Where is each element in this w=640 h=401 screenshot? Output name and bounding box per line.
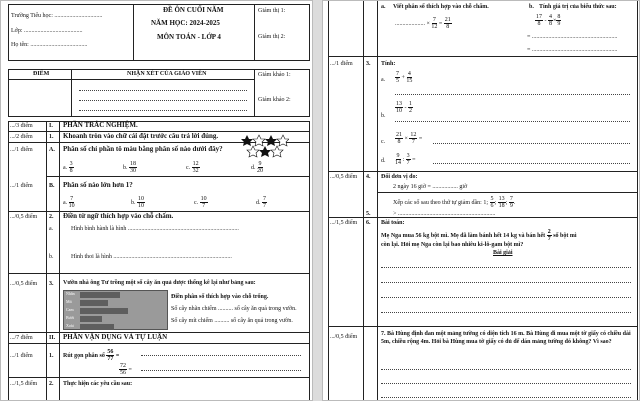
margin-part2: .../7 điểm (10, 335, 33, 341)
q3-line-2[interactable]: Số cây mít chiếm .......... số cây ăn quả trong vườn. (171, 318, 293, 324)
r-q7-text: 7. Bà Hùng định đan một mảng tường có diện tích 16 m. Bà Hùng đi mua một tờ giấy có chiều dài 5m, chiều rộng 4m. Hỏi bà Hùng mua tờ giấy có đủ để dán mảng tường đó không? Vì sao? (381, 331, 631, 345)
margin-q1: .../2 điểm (10, 134, 33, 140)
r-q4-conversion[interactable]: 2 ngày 16 giờ = ................. giờ (393, 184, 468, 190)
r-q6-question: còn lại. Hỏi mẹ Nga còn lại bao nhiêu ki-lô-gam bột mì? (381, 242, 524, 248)
qa-text: Phân số chỉ phần tô màu bằng phân số nào dưới đây? (63, 145, 223, 153)
q5-text: Thực hiện các yêu cầu sau: (63, 381, 133, 387)
qa-option-c[interactable]: c. $\frac{12}{32}$ (186, 161, 199, 174)
q3-line-1[interactable]: Số cây nhãn chiếm .......... số cây ăn quả trong vườn. (171, 306, 297, 312)
name-label: Họ tên: (11, 42, 29, 48)
q2-text: Điền từ ngữ thích hợp vào chỗ chấm. (63, 212, 174, 220)
margin-q5: .../1,5 điểm (10, 381, 38, 387)
school-year: NĂM HỌC: 2024-2025 (151, 19, 220, 27)
exam-title: ĐỀ ÔN CUỐI NĂM (163, 6, 224, 14)
q4-fraction-2: $\frac{72}{56}$ = (120, 363, 132, 376)
calc-c: c. (381, 139, 386, 145)
calc-d: d. (381, 158, 386, 164)
part2-title: PHẦN VẬN DỤNG VÀ TỰ LUẬN (63, 333, 168, 341)
qb-text: Phân số nào lớn hơn 1? (63, 181, 133, 189)
margin-part1: .../3 điểm (10, 123, 33, 129)
r-q5-order: Xếp các số sau theo thứ tự giảm dần: 1; $\frac{5}{6}$ ; $\frac{13}{18}$ ; $\frac{7}{9}$ . (393, 196, 516, 209)
r-q4-text: Đổi đơn vị đo: (381, 174, 418, 180)
part1-title: PHẦN TRẮC NGHIỆM. (63, 121, 138, 129)
b-text: Tính giá trị của biểu thức sau: (539, 4, 617, 10)
examiner-1: Giám khảo 1: (258, 72, 291, 78)
margin-qa: .../1 điểm (10, 147, 33, 153)
school-label: Trường Tiểu học: (11, 13, 53, 19)
class-label: Lớp: (11, 28, 23, 34)
margin-q2: .../0,5 điểm (10, 214, 38, 220)
qb-option-d[interactable]: d. $\frac{7}{7}$ (256, 196, 266, 209)
margin-q3: .../0,5 điểm (10, 281, 38, 287)
qb-option-b[interactable]: b. $\frac{10}{10}$ (131, 196, 144, 209)
q1-text: Khoanh tròn vào chữ cái đặt trước câu trả lời đúng. (63, 132, 219, 140)
right-page: a. Viết phân số thích hợp vào chỗ chấm. b. Tính giá trị của biểu thức sau: .................... × $\frac{7}{12}$ = $\frac{21}{8}$ $\frac{17}{8}$ - $\frac{4}{8}$ × $\frac{8}{9}$ = ......................................................... = ......................................................... .../1 điểm 3. Tính: a. $\frac{7}{5}$ + $\frac{4}{15}$ b. $\frac{13}{10}$ - $\frac{1}{2}$ c. $\frac{21}{8}$ × $\frac{12}{7}$ = d. $\frac{9}{14}$ : $\frac{3}{7}$ = .../0,5 điểm 4. Đổi đơn vị đo: 2 ngày 16 giờ = ................. giờ Xếp các số sau theo thứ tự giảm dần: 1; $\frac{5}{6}$ ; $\frac{13}{18}$ ; $\frac{7}{9}$ . 5. > ................................................................. .../1,5 điểm 6. Bài toán: Mẹ Nga mua 56 kg bột mì. Mẹ đã làm bánh hết 14 kg và bán hết $\frac{2}{7}$ số bột mì còn lại. Hỏi mẹ Nga còn lại bao nhiêu ki-lô-gam bột mì? Bài giải .../0,5 điểm 7. Bà Hùng định đan một mảng tường có diện tích 16 m. Bà Hùng đi mua một tờ giấy có chiều dài 5m, chiều rộng 4m. Hỏi bà Hùng mua tờ giấy có đủ để dán mảng tường đó không? Vì sao? (322, 0, 640, 401)
margin-q4: .../1 điểm (10, 353, 33, 359)
examiner-2: Giám khảo 2: (258, 97, 291, 103)
margin-r-q7: .../0,5 điểm (330, 334, 358, 340)
a-expression[interactable]: .................... × $\frac{7}{12}$ = $\frac{21}{8}$ (395, 17, 451, 30)
margin-r-q3: .../1 điểm (330, 61, 353, 67)
calc-a: a. (381, 77, 386, 83)
calc-b: b. (381, 113, 386, 119)
left-page: Trường Tiểu học: ................................ Lớp: ....................................... Họ tên: ...................................... ĐỀ ÔN CUỐI NĂM NĂM HỌC: 2024-2025 MÔN TOÁN - LỚP 4 Giám thị 1: Giám thị 2: ĐIỂM NHẬN XÉT CỦA GIÁO VIÊN Giám khảo 1: Giám khảo 2: .../3 điểm I. PHẦN TRẮC NGHIỆM. .../2 điểm 1. Khoanh tròn vào chữ cái đặt trước câu trả lời đúng. .../1 điểm A. Phân số chỉ phần tô màu bằng phân số nào dưới đây? a. $\frac{3}{8}$ b. $\frac{18}{30}$ c. $\frac{12}{32}$ d. $\frac{9}{20}$ .../1 điểm B. Phân số nào lớn hơn 1? a. $\frac{7}{10}$ b. $\frac{10}{10}$ c. $\frac{10}{7}$ d. $\frac{7}{7}$ .../0,5 điểm 2. Điền từ ngữ thích hợp vào chỗ chấm. a. Hình bình hành là hình .......................................................................... b. Hình thoi là hình ............................................................................... .../0,5 điểm 3. Vườn nhà ông Tư trồng một số cây ăn quả được thống kê lại như bảng sau: Nhãn Mít Cam Bưởi Xoài Điền phân số thích hợp vào chỗ trống. Số cây nhãn chiếm .......... số cây ăn quả trong vườn. Số cây mít chiếm .......... số cây ăn quả trong vườn. .../7 điểm II. PHẦN VẬN DỤNG VÀ TỰ LUẬN .../1 điểm 1. Rút gọn phân số $\frac{56}{77}$ = $\frac{72}{56}$ = .../1,5 điểm 2. Thực hiện các yêu cầu sau: (0, 0, 313, 401)
qa-option-b[interactable]: b. $\frac{18}{30}$ (123, 161, 136, 174)
invigilator-2: Giám thị 2: (258, 34, 286, 40)
b-expression: $\frac{17}{8}$ - $\frac{4}{8}$ × $\frac{8}{9}$ (536, 14, 561, 27)
question-table (8, 121, 310, 401)
q3-fill: Điền phân số thích hợp vào chỗ trống. (171, 294, 269, 300)
comment-header: NHẬN XÉT CỦA GIÁO VIÊN (127, 71, 207, 77)
margin-qb: .../1 điểm (10, 183, 33, 189)
q4-text: Rút gọn phân số $\frac{56}{77}$ = (63, 349, 120, 362)
r-q3-text: Tính: (381, 61, 396, 67)
margin-r-q4: .../0,5 điểm (330, 174, 358, 180)
fruit-tree-table: Nhãn Mít Cam Bưởi Xoài (63, 290, 168, 330)
q2-b[interactable]: Hình thoi là hình ............................................................................... (71, 254, 232, 260)
r-q6-label: Bài toán: (381, 220, 405, 226)
q3-text: Vườn nhà ông Tư trồng một số cây ăn quả được thống kê lại như bảng sau: (63, 280, 256, 286)
subject: MÔN TOÁN - LỚP 4 (157, 33, 221, 41)
qb-option-a[interactable]: a. $\frac{7}{10}$ (63, 196, 75, 209)
margin-r-q6: .../1,5 điểm (330, 220, 358, 226)
qb-option-c[interactable]: c. $\frac{10}{7}$ (194, 196, 207, 209)
a-text: Viết phân số thích hợp vào chỗ chấm. (393, 4, 489, 10)
r-q6-problem: Mẹ Nga mua 56 kg bột mì. Mẹ đã làm bánh hết 14 kg và bán hết $\frac{2}{7}$ số bột mì (381, 229, 577, 242)
star-figure (241, 134, 289, 158)
score-header: ĐIỂM (33, 71, 50, 77)
qa-option-a[interactable]: a. $\frac{3}{8}$ (63, 161, 73, 174)
solution-heading: Bài giải (493, 250, 513, 256)
qa-option-d[interactable]: d. $\frac{9}{20}$ (251, 161, 263, 174)
q2-a[interactable]: Hình bình hành là hình .......................................................................... (71, 226, 239, 232)
invigilator-1: Giám thị 1: (258, 8, 286, 14)
